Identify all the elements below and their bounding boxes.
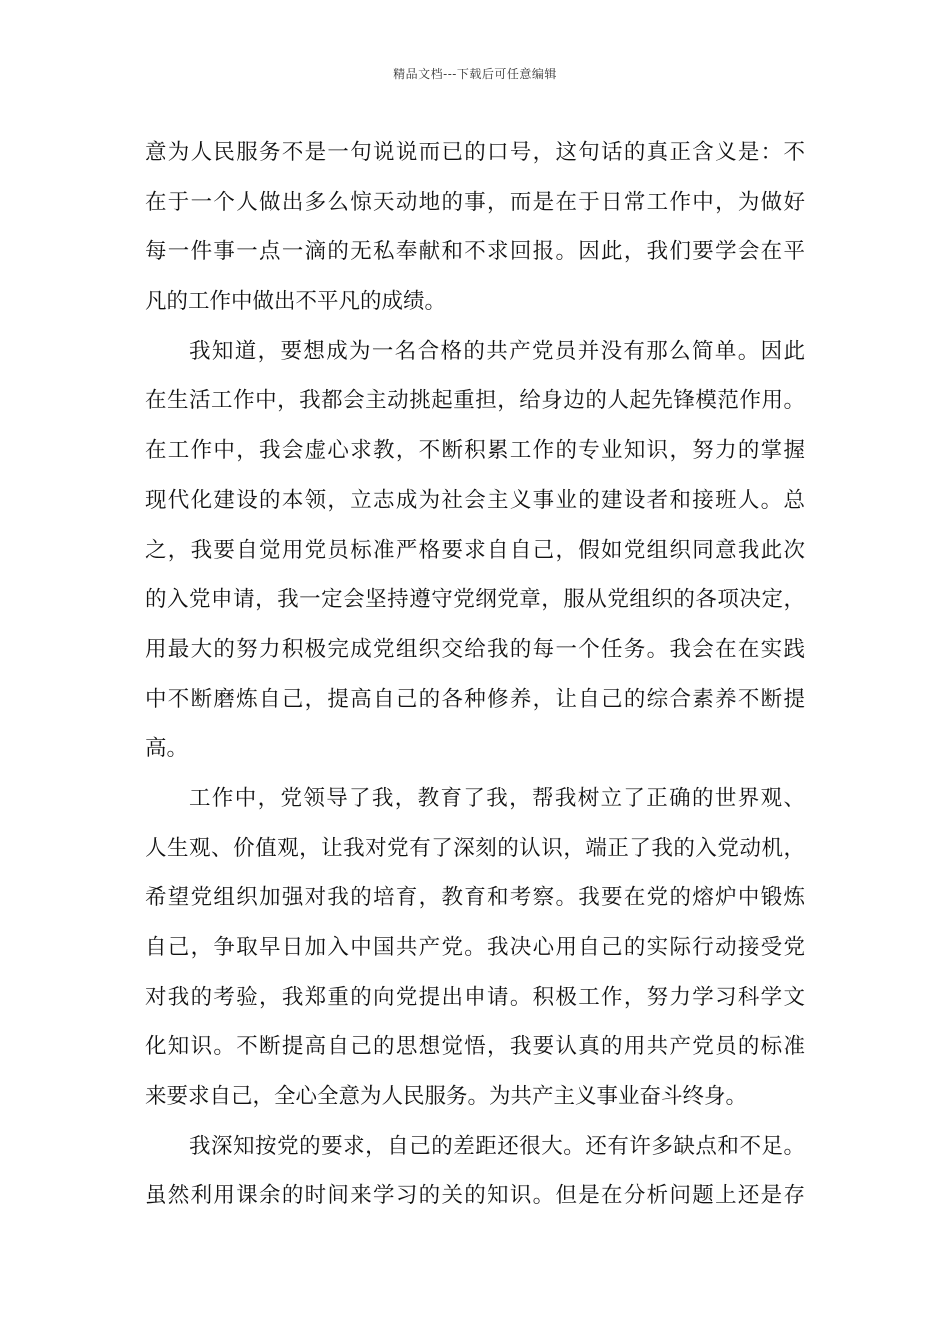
text-line: 的入党申请，我一定会坚持遵守党纲党章，服从党组织的各项决定， <box>145 587 805 613</box>
text-line: 在工作中，我会虚心求教，不断积累工作的专业知识，努力的掌握 <box>145 438 805 464</box>
text-line: 虽然利用课余的时间来学习的关的知识。但是在分析问题上还是存 <box>145 1183 805 1209</box>
text-line: 凡的工作中做出不平凡的成绩。 <box>145 289 447 315</box>
paragraph-first-line: 我知道，要想成为一名合格的共产党员并没有那么简单。因此 <box>189 338 805 364</box>
text-line: 希望党组织加强对我的培育，教育和考察。我要在党的熔炉中锻炼 <box>145 885 805 911</box>
page-header: 精品文档---下载后可任意编辑 <box>393 67 557 81</box>
text-line: 现代化建设的本领，立志成为社会主义事业的建设者和接班人。总 <box>145 487 805 513</box>
text-line: 中不断磨炼自己，提高自己的各种修养，让自己的综合素养不断提 <box>145 686 805 712</box>
text-line: 每一件事一点一滴的无私奉献和不求回报。因此，我们要学会在平 <box>145 239 805 265</box>
text-line: 对我的考验，我郑重的向党提出申请。积极工作，努力学习科学文 <box>145 984 805 1010</box>
text-line: 在生活工作中，我都会主动挑起重担，给身边的人起先锋模范作用。 <box>145 388 805 414</box>
paragraph-first-line: 我深知按党的要求，自己的差距还很大。还有许多缺点和不足。 <box>189 1133 805 1159</box>
text-line: 人生观、价值观，让我对党有了深刻的认识，端正了我的入党动机， <box>145 835 805 861</box>
text-line: 之，我要自觉用党员标准严格要求自自己，假如党组织同意我此次 <box>145 537 805 563</box>
text-line: 在于一个人做出多么惊天动地的事，而是在于日常工作中，为做好 <box>145 189 805 215</box>
document-body <box>145 128 805 1221</box>
text-line: 来要求自己，全心全意为人民服务。为共产主义事业奋斗终身。 <box>145 1084 748 1110</box>
text-line: 化知识。不断提高自己的思想觉悟，我要认真的用共产党员的标准 <box>145 1034 805 1060</box>
text-line: 意为人民服务不是一句说说而已的口号，这句话的真正含义是：不 <box>145 140 805 165</box>
text-line: 自己，争取早日加入中国共产党。我决心用自己的实际行动接受党 <box>145 935 805 960</box>
paragraph-first-line: 工作中，党领导了我，教育了我，帮我树立了正确的世界观、 <box>189 785 805 811</box>
text-line: 用最大的努力积极完成党组织交给我的每一个任务。我会在在实践 <box>145 636 805 662</box>
text-line: 高。 <box>145 736 189 762</box>
